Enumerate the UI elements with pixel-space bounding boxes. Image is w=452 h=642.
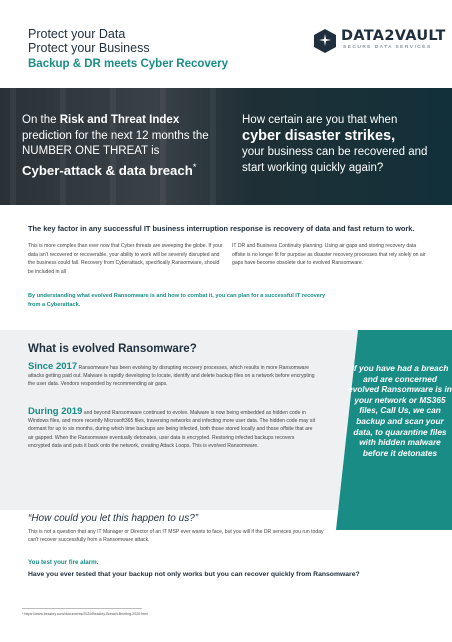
- paragraph-since-2017: [28, 363, 318, 389]
- paragraph-during-2019: [28, 408, 318, 450]
- tested-backup-question: Have you ever tested that your backup not only works but you can recover quickly from Ransomware?: [28, 571, 360, 578]
- logo-name: DATA2VAULT: [341, 28, 446, 44]
- recovery-question: [242, 113, 442, 176]
- threat-index-statement: [22, 113, 227, 180]
- vault-icon: [313, 28, 337, 54]
- risk-index-label: Risk and Threat Index: [59, 114, 180, 126]
- threat-text-2: prediction for the next 12 months the NUMBER ONE THREAT is: [22, 129, 209, 157]
- cyber-attack-headline: Cyber-attack & data breach: [22, 162, 193, 178]
- fire-alarm-line: You test your fire alarm.: [28, 559, 99, 566]
- threat-text-1: On the: [22, 114, 60, 126]
- key-factor-heading: The key factor in any successful IT business interruption response is recovery of data and fast return to work.: [28, 224, 415, 233]
- intro-column-right: IT DR and Business Continuity planning. Using air gaps and storing recovery data offsite is no longer fit for purpose as disaster recovery processes that rely solely on air gaps have become obsolete due to evolved Ransomware.: [232, 243, 426, 267]
- since-2017-lead: Since 2017: [28, 361, 78, 372]
- hero-banner: [0, 88, 452, 205]
- since-2017-text: Ransomware has been evolving by disrupting recovery processes, which results in more Ransomware attacks getting paid out. Malware is rapidly developing to locate, identify and delete backup files on a network before encrypting the user data. Vendors responded by recommending air gaps.: [28, 365, 315, 388]
- during-2019-lead: During 2019: [28, 406, 83, 417]
- footnote-divider: [22, 608, 142, 609]
- tagline-backup-dr: Backup & DR meets Cyber Recovery: [28, 58, 229, 70]
- cyber-disaster-headline: cyber disaster strikes,: [242, 127, 396, 144]
- tagline-protect-data: Protect your Data: [28, 27, 126, 41]
- footnote-marker: *: [192, 161, 197, 173]
- recovery-question-1: How certain are you that when: [242, 114, 398, 126]
- understanding-statement: By understanding what evolved Ransomware is and how to combat it, you can plan for a successful IT recovery from a Cyberattack.: [28, 293, 326, 308]
- intro-column-left: This is more complex than ever now that Cyber threats are sweeping the globe. If your data isn't recovered or recoverable, your ability to work will be severely disrupted and the business could fall. Recovery from Cyberattack, specifically Ransomware, should be included in all: [28, 243, 223, 275]
- section-heading: What is evolved Ransomware?: [28, 343, 197, 355]
- tagline-protect-business: Protect your Business: [28, 41, 150, 55]
- during-2019-text: and beyond Ransomware continued to evolve. Malware is now being embedded as hidden code in Windows files, and more recently Microsoft365 files, traversing networks and infecting more user data. The hidden code may sit dormant for up to six months, during which time backups are being infected, both those stored locally and those offsite that are air gapped. When the Ransomware eventually detonates, user data is encrypted. Restoring infected backups recovers encrypted data and puts it back onto the network, creating Attack Loops. This is evolved Ransomware.: [28, 410, 315, 449]
- company-logo[interactable]: [313, 28, 446, 54]
- recovery-question-2: your business can be recovered and start working quickly again?: [242, 146, 428, 174]
- pull-quote: “How could you let this happen to us?”: [28, 513, 199, 524]
- logo-subtitle: SECURE DATA SERVICES: [343, 45, 432, 50]
- quote-explanation: This is not a question that any IT Manager or Director of an IT MSP ever wants to face, but you will if the DR services you run today can't recover successfully from a Ransomware attack.: [28, 529, 324, 544]
- header: [0, 0, 452, 88]
- call-us-callout[interactable]: [336, 330, 452, 530]
- footnote-link[interactable]: * https://www.beazley.com/documents/2020/Beazley-Breach-Briefing-2020.html: [22, 612, 148, 616]
- callout-text: If you have had a breach and are concerned evolved Ransomware is in your network or MS365 files, Call Us, we can backup and scan your data, to quarantine files with hidden malware before it detonates: [348, 363, 452, 458]
